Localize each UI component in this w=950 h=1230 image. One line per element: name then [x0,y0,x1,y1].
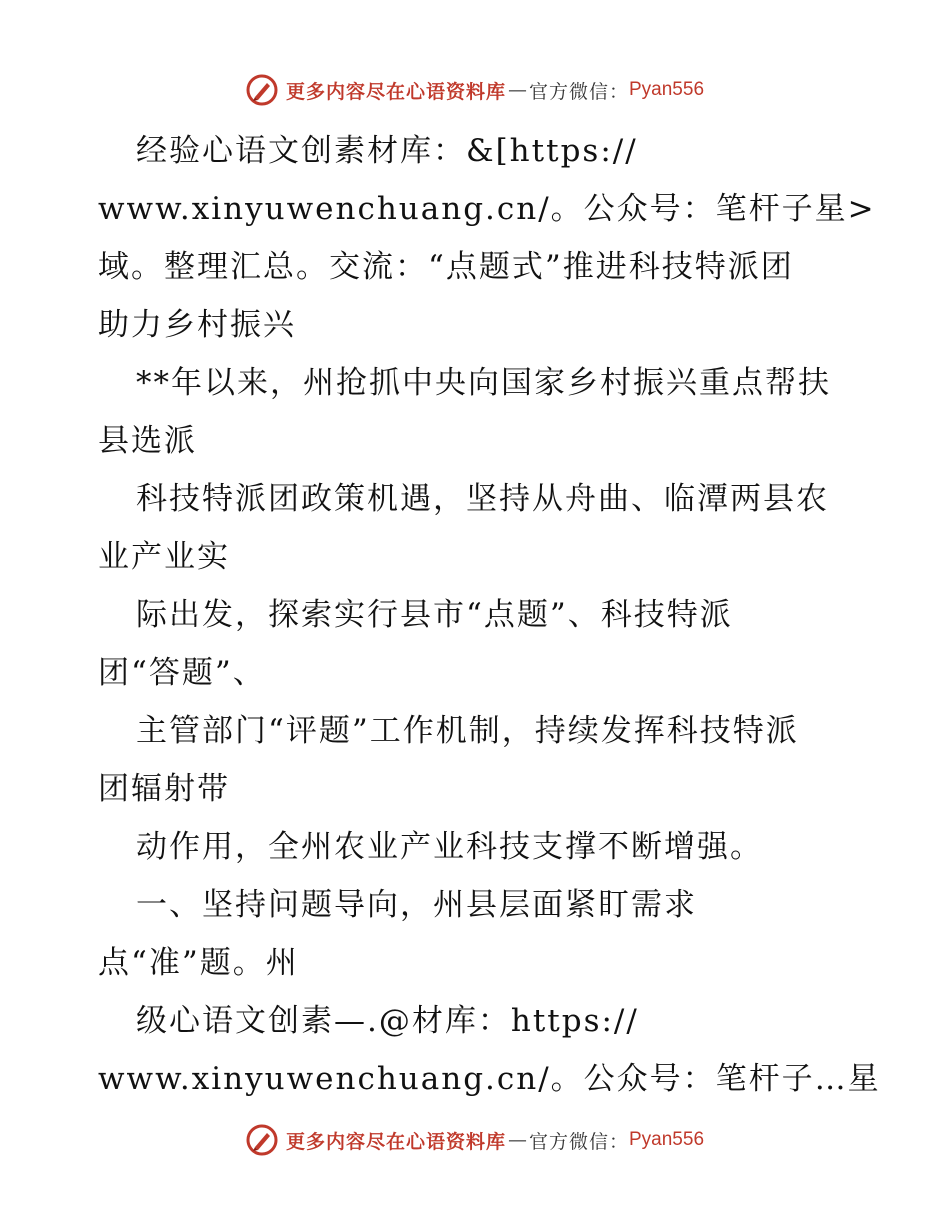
text-line: 主管部门“评题”工作机制，持续发挥科技特派 [136,713,799,749]
text-line: 助力乡村振兴 [98,307,296,343]
text-line: 级心语文创素—.@材库：https:// [136,1003,639,1039]
text-line: 团“答题”、 [98,655,266,691]
section-heading-line: 一、坚持问题导向，州县层面紧盯需求 [136,887,697,923]
banner-text: 更多内容尽在心语资料库 [285,1130,506,1153]
pen-logo-icon [246,1124,278,1156]
text-line: 团辐射带 [98,771,230,807]
banner-separator: — [507,79,527,101]
text-line: www.xinyuwenchuang.cn/。公众号：笔杆子…星 [98,1061,881,1097]
text-line: 点“准”题。州 [98,945,299,981]
banner-wechat-label: 官方微信： [528,1130,629,1153]
banner-wechat-label: 官方微信： [528,80,629,103]
header-watermark-banner [0,70,950,110]
text-line: 域。整理汇总。交流：“点题式”推进科技特派团 [98,249,794,285]
pen-logo-icon [246,74,278,106]
banner-text: 更多内容尽在心语资料库 [285,80,506,103]
banner-wechat-id: Pyan556 [629,1129,705,1150]
footer-watermark-banner [0,1120,950,1160]
banner-wechat-id: Pyan556 [629,79,705,100]
banner-separator: — [507,1129,527,1151]
text-line: www.xinyuwenchuang.cn/。公众号：笔杆子星> [98,191,876,227]
document-body [98,122,881,1108]
text-line: 经验心语文创素材库：&[https:// [136,133,638,169]
text-line: 科技特派团政策机遇，坚持从舟曲、临潭两县农 [136,481,829,517]
text-line: 业产业实 [98,539,230,575]
text-line: 动作用，全州农业产业科技支撑不断增强。 [136,829,763,865]
text-line: **年以来，州抢抓中央向国家乡村振兴重点帮扶 [136,365,831,401]
text-line: 县选派 [98,423,197,459]
text-line: 际出发，探索实行县市“点题”、科技特派 [136,597,733,633]
